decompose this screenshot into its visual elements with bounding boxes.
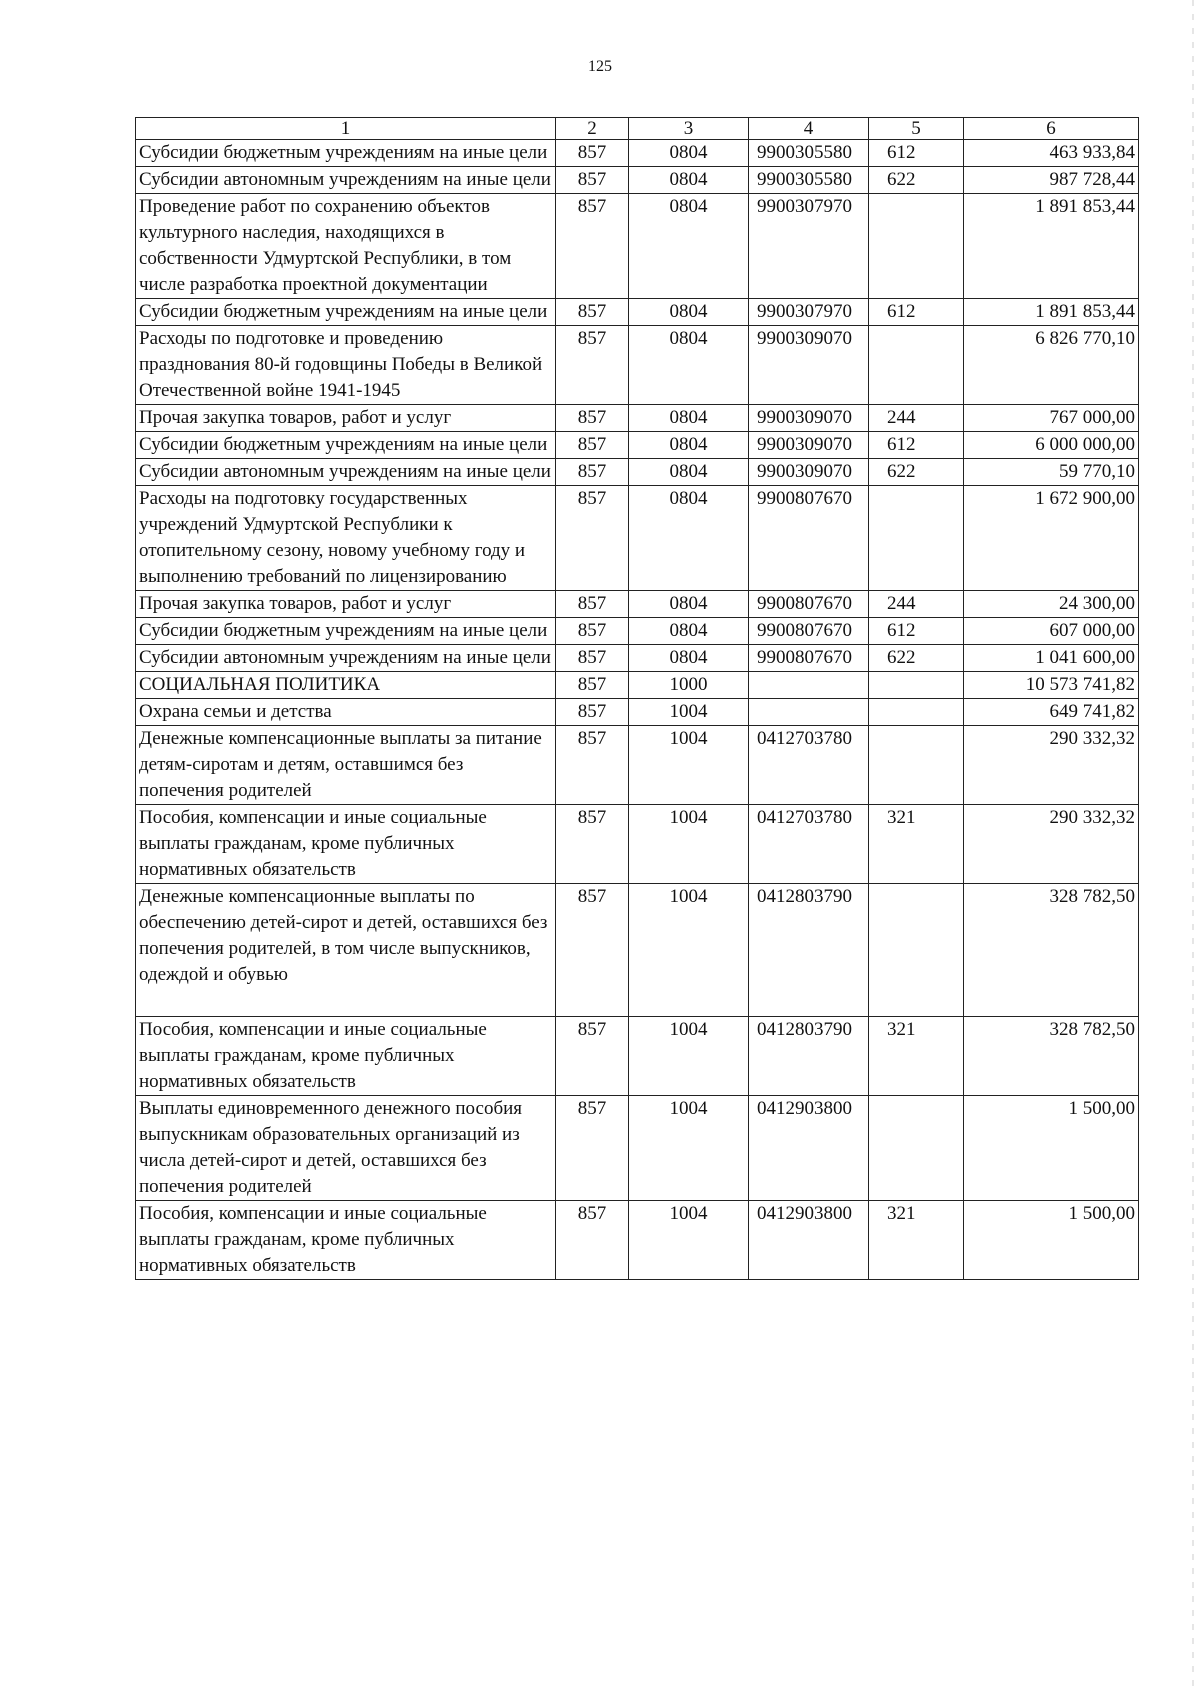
row-article-cell: 9900309070: [749, 459, 869, 486]
row-gov-code-cell: 857: [556, 486, 629, 591]
table-row: [136, 194, 1139, 299]
row-article-cell: 9900309070: [749, 326, 869, 405]
row-section-cell: 1000: [629, 672, 749, 699]
row-article-cell: 0412803790: [749, 1017, 869, 1096]
row-name-cell: Пособия, компенсации и иные социальные выплаты гражданам, кроме публичных нормативных обязательств: [136, 1201, 556, 1280]
table-row: [136, 459, 1139, 486]
row-expense-kind-cell: [869, 326, 964, 405]
table-row: [136, 672, 1139, 699]
row-gov-code-cell: 857: [556, 591, 629, 618]
column-header: 5: [869, 118, 964, 140]
column-header: 1: [136, 118, 556, 140]
row-section-cell: 0804: [629, 645, 749, 672]
table-row: [136, 299, 1139, 326]
row-amount-cell: 1 500,00: [964, 1201, 1139, 1280]
row-article-cell: 9900807670: [749, 591, 869, 618]
row-gov-code-cell: 857: [556, 699, 629, 726]
row-section-cell: 1004: [629, 884, 749, 1017]
row-name-cell: Пособия, компенсации и иные социальные выплаты гражданам, кроме публичных нормативных обязательств: [136, 805, 556, 884]
row-article-cell: 9900807670: [749, 645, 869, 672]
row-amount-cell: 987 728,44: [964, 167, 1139, 194]
row-section-cell: 1004: [629, 699, 749, 726]
row-expense-kind-cell: 244: [869, 591, 964, 618]
row-article-cell: 9900807670: [749, 618, 869, 645]
row-article-cell: 9900307970: [749, 299, 869, 326]
row-article-cell: 0412703780: [749, 726, 869, 805]
row-section-cell: 0804: [629, 486, 749, 591]
row-amount-cell: 1 891 853,44: [964, 194, 1139, 299]
row-name-cell: Проведение работ по сохранению объектов культурного наследия, находящихся в собственности Удмуртской Республики, в том числе разработка проектной документации: [136, 194, 556, 299]
row-article-cell: 9900309070: [749, 405, 869, 432]
row-article-cell: 0412903800: [749, 1201, 869, 1280]
row-name-cell: Субсидии бюджетным учреждениям на иные цели: [136, 140, 556, 167]
table-row: [136, 699, 1139, 726]
row-section-cell: 0804: [629, 167, 749, 194]
row-gov-code-cell: 857: [556, 326, 629, 405]
row-expense-kind-cell: [869, 699, 964, 726]
row-amount-cell: 328 782,50: [964, 1017, 1139, 1096]
row-section-cell: 1004: [629, 805, 749, 884]
row-section-cell: 0804: [629, 591, 749, 618]
table-row: [136, 326, 1139, 405]
row-article-cell: 9900807670: [749, 486, 869, 591]
row-expense-kind-cell: 321: [869, 1201, 964, 1280]
table-row: [136, 1017, 1139, 1096]
row-name-cell: Субсидии автономным учреждениям на иные цели: [136, 645, 556, 672]
row-gov-code-cell: 857: [556, 884, 629, 1017]
row-expense-kind-cell: [869, 486, 964, 591]
row-name-cell: Прочая закупка товаров, работ и услуг: [136, 405, 556, 432]
row-expense-kind-cell: 622: [869, 459, 964, 486]
row-amount-cell: 1 500,00: [964, 1096, 1139, 1201]
table-row: [136, 432, 1139, 459]
row-name-cell: Денежные компенсационные выплаты по обеспечению детей-сирот и детей, оставшихся без попечения родителей, в том числе выпускников, одеждой и обувью: [136, 884, 556, 1017]
row-expense-kind-cell: 612: [869, 299, 964, 326]
table-row: [136, 591, 1139, 618]
row-gov-code-cell: 857: [556, 618, 629, 645]
row-amount-cell: 6 000 000,00: [964, 432, 1139, 459]
row-article-cell: 0412903800: [749, 1096, 869, 1201]
row-expense-kind-cell: 321: [869, 1017, 964, 1096]
row-gov-code-cell: 857: [556, 726, 629, 805]
row-expense-kind-cell: 612: [869, 432, 964, 459]
table-row: [136, 405, 1139, 432]
row-expense-kind-cell: [869, 194, 964, 299]
table-row: [136, 805, 1139, 884]
row-amount-cell: 607 000,00: [964, 618, 1139, 645]
row-section-cell: 0804: [629, 140, 749, 167]
row-amount-cell: 328 782,50: [964, 884, 1139, 1017]
row-amount-cell: 10 573 741,82: [964, 672, 1139, 699]
column-header: 3: [629, 118, 749, 140]
row-name-cell: Субсидии автономным учреждениям на иные цели: [136, 167, 556, 194]
row-gov-code-cell: 857: [556, 1017, 629, 1096]
row-section-cell: 0804: [629, 432, 749, 459]
table-row: [136, 618, 1139, 645]
row-name-cell: Охрана семьи и детства: [136, 699, 556, 726]
row-name-cell: Субсидии бюджетным учреждениям на иные цели: [136, 618, 556, 645]
row-section-cell: 0804: [629, 405, 749, 432]
row-name-cell: Выплаты единовременного денежного пособия выпускникам образовательных организаций из числа детей-сирот и детей, оставшихся без попечения родителей: [136, 1096, 556, 1201]
row-gov-code-cell: 857: [556, 459, 629, 486]
row-gov-code-cell: 857: [556, 1201, 629, 1280]
row-name-cell: СОЦИАЛЬНАЯ ПОЛИТИКА: [136, 672, 556, 699]
budget-table: [135, 117, 1139, 1280]
row-amount-cell: 290 332,32: [964, 805, 1139, 884]
row-expense-kind-cell: 622: [869, 167, 964, 194]
row-section-cell: 0804: [629, 618, 749, 645]
column-header: 4: [749, 118, 869, 140]
row-section-cell: 0804: [629, 326, 749, 405]
row-gov-code-cell: 857: [556, 140, 629, 167]
scan-edge-artifact: [1192, 0, 1194, 1686]
row-expense-kind-cell: 622: [869, 645, 964, 672]
row-name-cell: Субсидии автономным учреждениям на иные цели: [136, 459, 556, 486]
row-expense-kind-cell: 244: [869, 405, 964, 432]
row-section-cell: 1004: [629, 1017, 749, 1096]
row-article-cell: 0412803790: [749, 884, 869, 1017]
row-article-cell: 9900305580: [749, 140, 869, 167]
row-expense-kind-cell: [869, 1096, 964, 1201]
row-name-cell: Пособия, компенсации и иные социальные выплаты гражданам, кроме публичных нормативных обязательств: [136, 1017, 556, 1096]
row-article-cell: 0412703780: [749, 805, 869, 884]
row-amount-cell: 1 672 900,00: [964, 486, 1139, 591]
table-row: [136, 645, 1139, 672]
table-row: [136, 167, 1139, 194]
row-name-cell: Расходы на подготовку государственных учреждений Удмуртской Республики к отопительному сезону, новому учебному году и выполнению требований по лицензированию: [136, 486, 556, 591]
table-body: [136, 118, 1139, 1280]
row-amount-cell: 1 891 853,44: [964, 299, 1139, 326]
row-expense-kind-cell: 321: [869, 805, 964, 884]
row-expense-kind-cell: 612: [869, 618, 964, 645]
row-article-cell: [749, 699, 869, 726]
row-gov-code-cell: 857: [556, 672, 629, 699]
row-gov-code-cell: 857: [556, 805, 629, 884]
row-gov-code-cell: 857: [556, 299, 629, 326]
row-article-cell: [749, 672, 869, 699]
row-expense-kind-cell: [869, 884, 964, 1017]
row-section-cell: 0804: [629, 299, 749, 326]
row-amount-cell: 1 041 600,00: [964, 645, 1139, 672]
row-gov-code-cell: 857: [556, 405, 629, 432]
row-gov-code-cell: 857: [556, 194, 629, 299]
row-article-cell: 9900309070: [749, 432, 869, 459]
row-gov-code-cell: 857: [556, 432, 629, 459]
table-row: [136, 1201, 1139, 1280]
row-amount-cell: 6 826 770,10: [964, 326, 1139, 405]
row-name-cell: Субсидии бюджетным учреждениям на иные цели: [136, 432, 556, 459]
row-amount-cell: 24 300,00: [964, 591, 1139, 618]
column-header: 2: [556, 118, 629, 140]
row-section-cell: 1004: [629, 1096, 749, 1201]
row-amount-cell: 290 332,32: [964, 726, 1139, 805]
row-section-cell: 0804: [629, 194, 749, 299]
row-gov-code-cell: 857: [556, 1096, 629, 1201]
row-article-cell: 9900305580: [749, 167, 869, 194]
row-amount-cell: 463 933,84: [964, 140, 1139, 167]
row-section-cell: 0804: [629, 459, 749, 486]
table-row: [136, 486, 1139, 591]
table-row: [136, 884, 1139, 1017]
row-gov-code-cell: 857: [556, 645, 629, 672]
row-expense-kind-cell: [869, 672, 964, 699]
row-expense-kind-cell: 612: [869, 140, 964, 167]
table-row: [136, 726, 1139, 805]
page-number: 125: [588, 58, 612, 75]
row-expense-kind-cell: [869, 726, 964, 805]
row-amount-cell: 59 770,10: [964, 459, 1139, 486]
header-row: [136, 118, 1139, 140]
row-gov-code-cell: 857: [556, 167, 629, 194]
table-row: [136, 140, 1139, 167]
row-name-cell: Субсидии бюджетным учреждениям на иные цели: [136, 299, 556, 326]
row-name-cell: Расходы по подготовке и проведению празднования 80-й годовщины Победы в Великой Отечественной войне 1941-1945: [136, 326, 556, 405]
table-row: [136, 1096, 1139, 1201]
row-section-cell: 1004: [629, 726, 749, 805]
row-article-cell: 9900307970: [749, 194, 869, 299]
row-amount-cell: 767 000,00: [964, 405, 1139, 432]
row-amount-cell: 649 741,82: [964, 699, 1139, 726]
row-name-cell: Прочая закупка товаров, работ и услуг: [136, 591, 556, 618]
column-header: 6: [964, 118, 1139, 140]
row-section-cell: 1004: [629, 1201, 749, 1280]
row-name-cell: Денежные компенсационные выплаты за питание детям-сиротам и детям, оставшимся без попечения родителей: [136, 726, 556, 805]
